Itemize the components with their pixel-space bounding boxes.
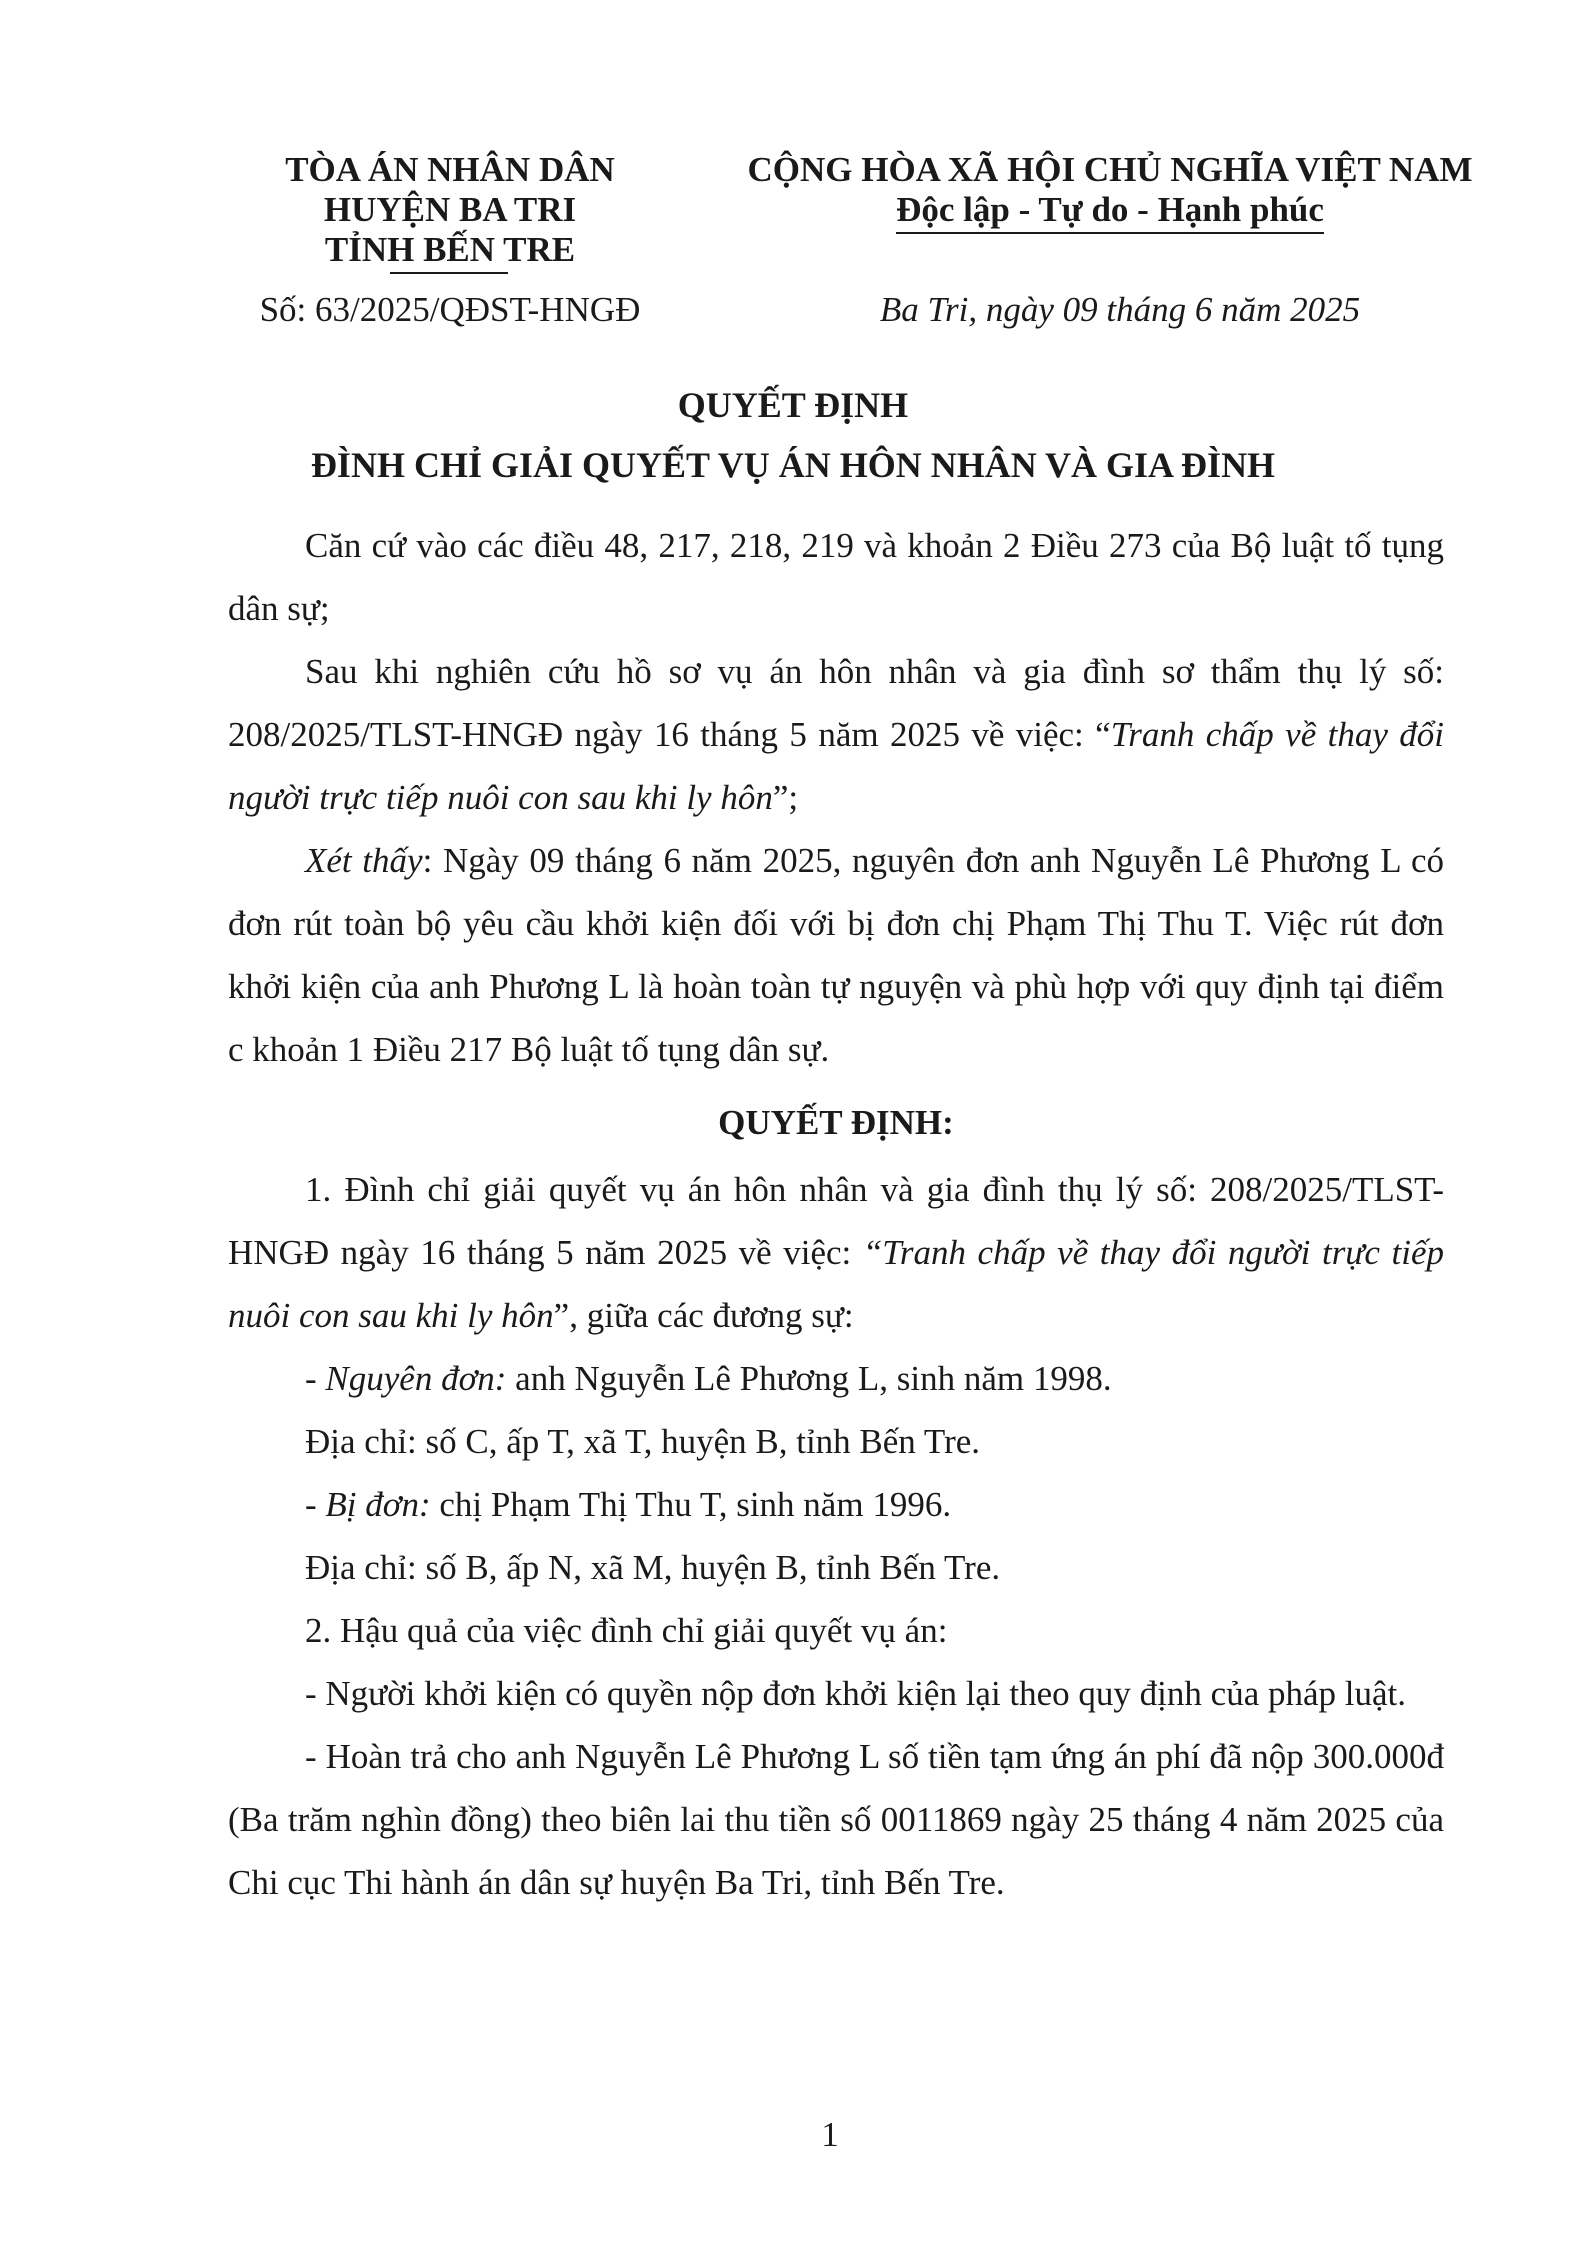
national-motto: Độc lập - Tự do - Hạnh phúc [896,190,1324,234]
national-title: CỘNG HÒA XÃ HỘI CHỦ NGHĨA VIỆT NAM [747,150,1473,189]
page-number: 1 [821,2115,839,2154]
decision-heading: QUYẾT ĐỊNH: [718,1103,954,1142]
plaintiff-line: - Nguyên đơn: anh Nguyễn Lê Phương L, sinh năm 1998. [305,1359,1112,1398]
plaintiff-text: anh Nguyễn Lê Phương L, sinh năm 1998. [506,1359,1112,1398]
court-header [250,150,650,270]
place-date: Ba Tri, ngày 09 tháng 6 năm 2025 [879,290,1361,329]
decision-item-2b: - Hoàn trả cho anh Nguyễn Lê Phương L số tiền tạm ứng án phí đã nộp 300.000đ (Ba trăm nghìn đồng) theo biên lai thu tiền số 0011869 ngày 25 tháng 4 năm 2025 của Chi cục Thi hành án dân sự huyện Ba Tri, tỉnh Bến Tre. [228,1737,1444,1902]
case-subject: Tranh chấp về thay đổi người trực tiếp nuôi con sau khi ly hôn [228,715,1444,817]
legal-basis-paragraph: Căn cứ vào các điều 48, 217, 218, 219 và khoản 2 Điều 273 của Bộ luật tố tụng dân sự; [228,526,1444,628]
considering-paragraph [228,829,1444,1081]
defendant-text: chị Phạm Thị Thu T, sinh năm 1996. [430,1485,952,1524]
case-review-paragraph [228,640,1444,829]
considering-text: : Ngày 09 tháng 6 năm 2025, nguyên đơn anh Nguyễn Lê Phương L có đơn rút toàn bộ yêu cầu khởi kiện đối với bị đơn chị Phạm Thị Thu T. Việc rút đơn khởi kiện của anh Phương L là hoàn toàn tự nguyện và phù hợp với quy định tại điểm c khoản 1 Điều 217 Bộ luật tố tụng dân sự. [228,841,1444,1069]
decision-item-2a: - Người khởi kiện có quyền nộp đơn khởi kiện lại theo quy định của pháp luật. [305,1674,1406,1713]
document-title: QUYẾT ĐỊNH [677,385,909,425]
document-body [228,514,1444,1914]
plaintiff-address: Địa chỉ: số C, ấp T, xã T, huyện B, tỉnh Bến Tre. [305,1422,981,1461]
national-header [740,150,1480,234]
court-district: HUYỆN BA TRI [323,190,577,229]
case-review-text: Sau khi nghiên cứu hồ sơ vụ án hôn nhân và gia đình sơ thẩm thụ lý số: 208/2025/TLST-HNGĐ ngày 16 tháng 5 năm 2025 về việc: “ [228,652,1444,754]
considering-label: Xét thấy [305,841,423,880]
defendant-label: Bị đơn: [325,1485,431,1524]
document-subtitle: ĐÌNH CHỈ GIẢI QUYẾT VỤ ÁN HÔN NHÂN VÀ GIA ĐÌNH [310,445,1276,485]
decision-item-1-subject: “Tranh chấp về thay đổi người trực tiếp nuôi con sau khi ly hôn [228,1233,1444,1335]
decision-item-1-text: 1. Đình chỉ giải quyết vụ án hôn nhân và gia đình thụ lý số: 208/2025/TLST-HNGĐ ngày 16 tháng 5 năm 2025 về việc: [228,1170,1444,1272]
decision-item-2: 2. Hậu quả của việc đình chỉ giải quyết vụ án: [305,1611,948,1650]
case-review-end: ”; [772,778,799,817]
defendant-address: Địa chỉ: số B, ấp N, xã M, huyện B, tỉnh Bến Tre. [305,1548,1001,1587]
court-header-rule [390,272,508,274]
plaintiff-label: Nguyên đơn: [325,1359,507,1398]
decision-number: Số: 63/2025/QĐST-HNGĐ [259,290,641,329]
court-name: TÒA ÁN NHÂN DÂN [285,150,615,189]
decision-item-1 [228,1158,1444,1347]
decision-item-1-end: ”, giữa các đương sự: [553,1296,854,1335]
court-province: TỈNH BẾN TRE [324,230,576,269]
defendant-line: - Bị đơn: chị Phạm Thị Thu T, sinh năm 1996. [305,1485,952,1524]
